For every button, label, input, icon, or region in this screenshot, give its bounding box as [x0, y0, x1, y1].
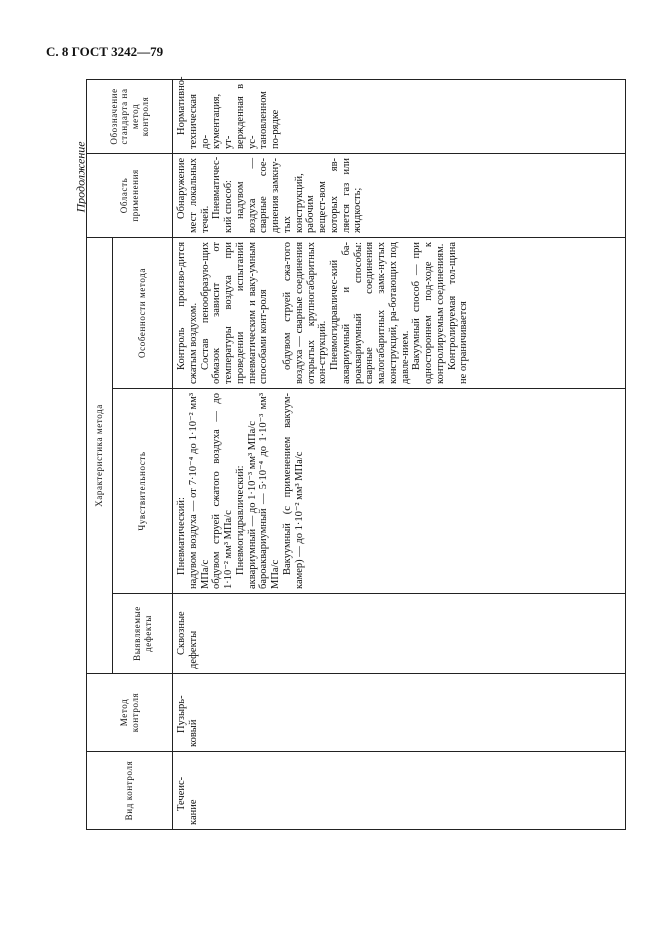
continuation-label: Продолжение	[73, 141, 88, 213]
header-kind: Вид контроля	[87, 752, 173, 830]
sensitivity-line: обдувом струей сжатого воздуха — до 1·10⁻² мм³ МПа/с	[211, 393, 234, 589]
application-line: надувом воздуха — сварные сое-динения замкну-тых конструкций, рабочим вещест-вом которых яв-ляется газ или жидкость;	[234, 157, 364, 233]
header-application: Область применения	[87, 153, 173, 237]
cell-features	[173, 237, 626, 388]
sensitivity-line: надувом воздуха — от 7·10⁻⁴ до 1·10⁻² мм³ МПа/с	[187, 393, 211, 589]
cell-application	[173, 153, 626, 237]
sensitivity-line: бароаквариумный — 5·10⁻⁴ до 1·10⁻³ мм³ МПа/с	[258, 393, 281, 589]
application-line: Обнаружение мест локальных течей.	[176, 157, 211, 233]
sensitivity-line: аквариумный — до 1·10⁻³ мм³ МПа/с	[246, 421, 258, 589]
header-standard: Обозначение стандарта на метод контроля	[87, 79, 173, 153]
control-methods-table	[86, 76, 626, 830]
header-features: Особенности метода	[113, 237, 173, 388]
application-line: Пневматичес-кий способ:	[211, 156, 234, 233]
header-characteristic: Характеристика метода	[87, 237, 113, 673]
sensitivity-line: Пневмогидравлический:	[234, 465, 246, 575]
application-cont-line: Контролируемая тол-щина не ограничивается	[446, 241, 470, 384]
cell-sensitivity	[173, 389, 626, 594]
application-cont-line: Пневмогидравличес-кий аквариумный и ба-роаквариумный способы: сварные соединения малогабаритных замк-нутых конструкций, ра-ботающих под давле-нием.	[329, 241, 411, 384]
sensitivity-line: Вакуумный (с применением вакуум-камер) — до 1·10⁻² мм³ МПа/с	[281, 393, 305, 589]
cell-defects: Сквозные дефекты	[173, 594, 626, 674]
sensitivity-line: Пневматический:	[176, 497, 187, 575]
page-title: С. 8 ГОСТ 3242—79	[46, 44, 164, 59]
header-defects: Выявляемые дефекты	[113, 594, 173, 674]
rotated-table-container	[86, 76, 626, 830]
application-cont-line: Вакуумный способ — при одностороннем под-ходе к контролируемым соединениям.	[411, 241, 446, 384]
application-cont-line: обдувом струей сжа-того воздуха — сварные соединения открытых крупногабаритных кон-струкций.	[282, 241, 329, 384]
header-method: Метод контроля	[87, 674, 173, 752]
features-line: Контроль произво-дится сжатым воздухом.	[176, 241, 199, 384]
header-sensitivity: Чувствительность	[113, 389, 173, 594]
cell-kind: Течеис-кание	[173, 752, 626, 830]
cell-standard: Нормативно-техническая до-кументация, ут-вержденная в ус-тановленном по-рядке	[173, 79, 626, 153]
features-line: Состав пенообразую-щих обмазок зависит от температуры воздуха при проведении испытаний пневматическим и ваку-умным способами конт-роля	[199, 241, 270, 384]
cell-method: Пузырь-ковый	[173, 674, 626, 752]
